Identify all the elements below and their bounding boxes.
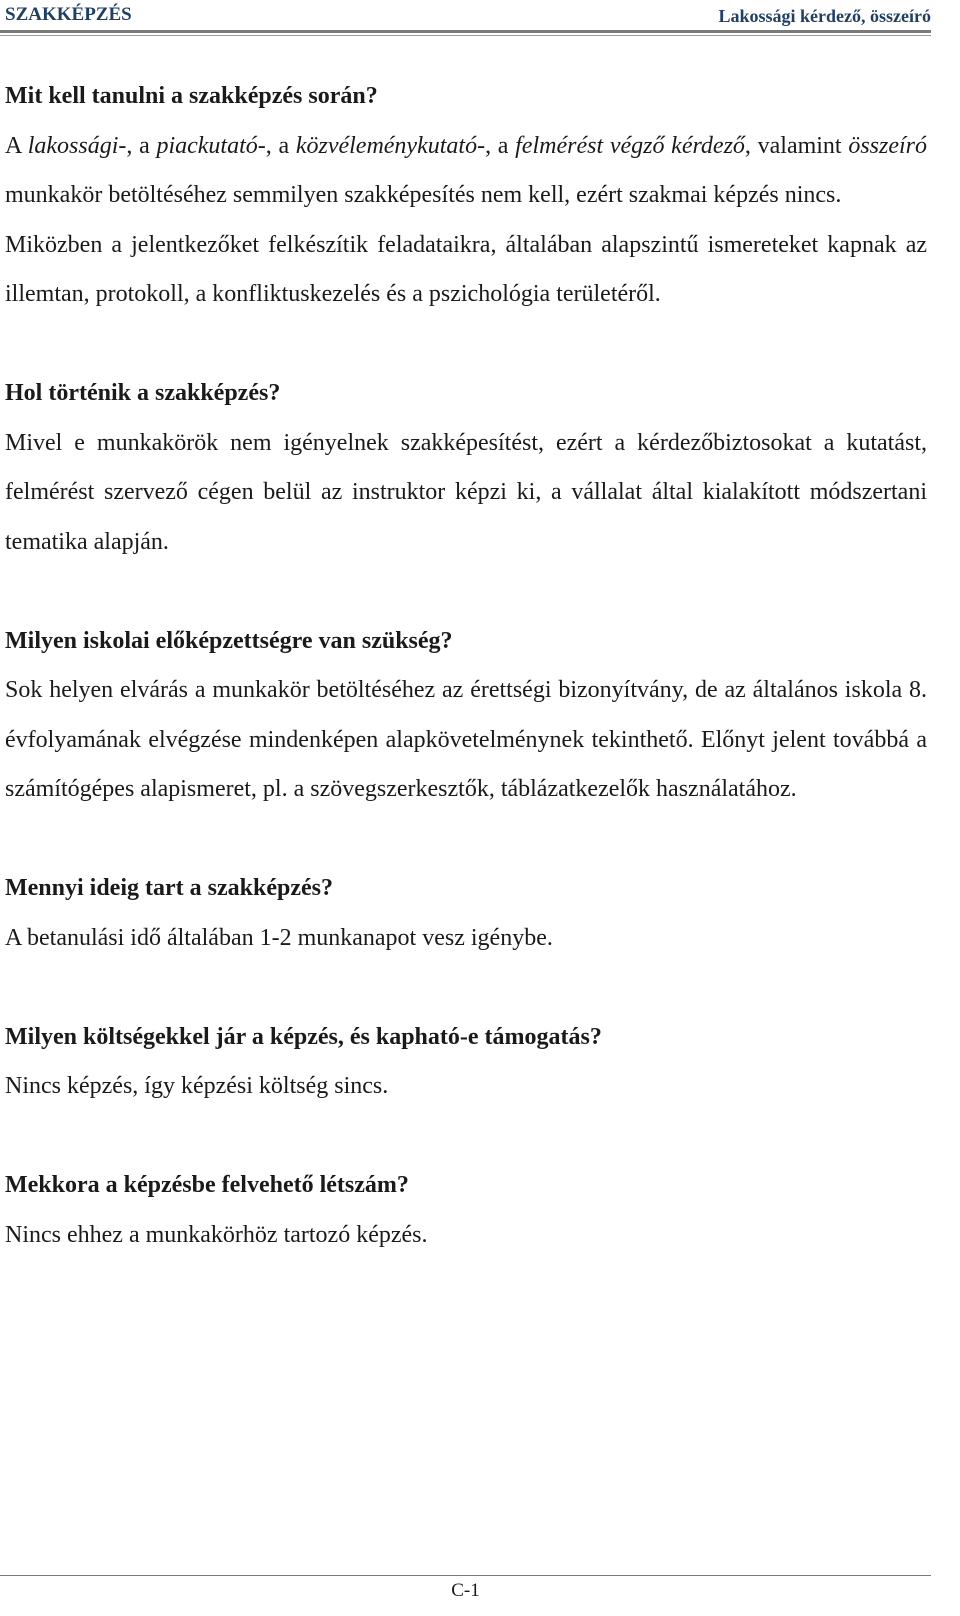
page-number: C-1 — [451, 1580, 480, 1601]
section-heading-1: Mit kell tanulni a szakképzés során? — [5, 83, 378, 109]
header-rule-thin — [0, 35, 931, 36]
header-section-title: SZAKKÉPZÉS — [5, 4, 132, 25]
footer-rule — [0, 1575, 931, 1576]
section-1-paragraph-1: A lakossági-, a piackutató-, a közvéleménykutató-, a felmérést végző kérdező, valamint összeíró munkakör betöltéséhez semmilyen szakképesítés nem kell, ezért szakmai képzés nincs. — [5, 132, 927, 208]
section-1-paragraph-2: Miközben a jelentkezőket felkészítik feladataikra, általában alapszintű ismereteket kapnak az illemtan, protokoll, a konfliktuskezelés és a pszichológia területéről. — [5, 231, 927, 307]
section-4-body: A betanulási idő általában 1-2 munkanapot vesz igénybe. — [5, 924, 553, 951]
section-3-body: Sok helyen elvárás a munkakör betöltéséhez az érettségi bizonyítvány, de az általános iskola 8. évfolyamának elvégzése mindenképen alapkövetelménynek tekinthető. Előnyt jelent továbbá a számítógépes alapismeret, pl. a szövegszerkesztők, táblázatkezelők használatához. — [5, 677, 927, 802]
header-document-title: Lakossági kérdező, összeíró — [718, 6, 931, 26]
section-heading-3: Milyen iskolai előképzettségre van szükség? — [5, 627, 453, 654]
section-heading-2: Hol történik a szakképzés? — [5, 380, 281, 406]
document-body — [5, 72, 927, 1260]
section-6-body: Nincs ehhez a munkakörhöz tartozó képzés. — [5, 1221, 428, 1248]
page-header — [5, 0, 931, 34]
section-heading-5: Milyen költségekkel jár a képzés, és kapható-e támogatás? — [5, 1023, 602, 1050]
section-heading-4: Mennyi ideig tart a szakképzés? — [5, 875, 333, 901]
section-heading-6: Mekkora a képzésbe felvehető létszám? — [5, 1172, 409, 1198]
section-5-body: Nincs képzés, így képzési költség sincs. — [5, 1073, 389, 1099]
section-2-body: Mivel e munkakörök nem igényelnek szakképesítést, ezért a kérdezőbiztosokat a kutatást, felmérést szervező cégen belül az instruktor képzi ki, a vállalat által kialakított módszertani tematika alapján. — [5, 429, 927, 555]
header-rule-thick — [0, 30, 931, 33]
